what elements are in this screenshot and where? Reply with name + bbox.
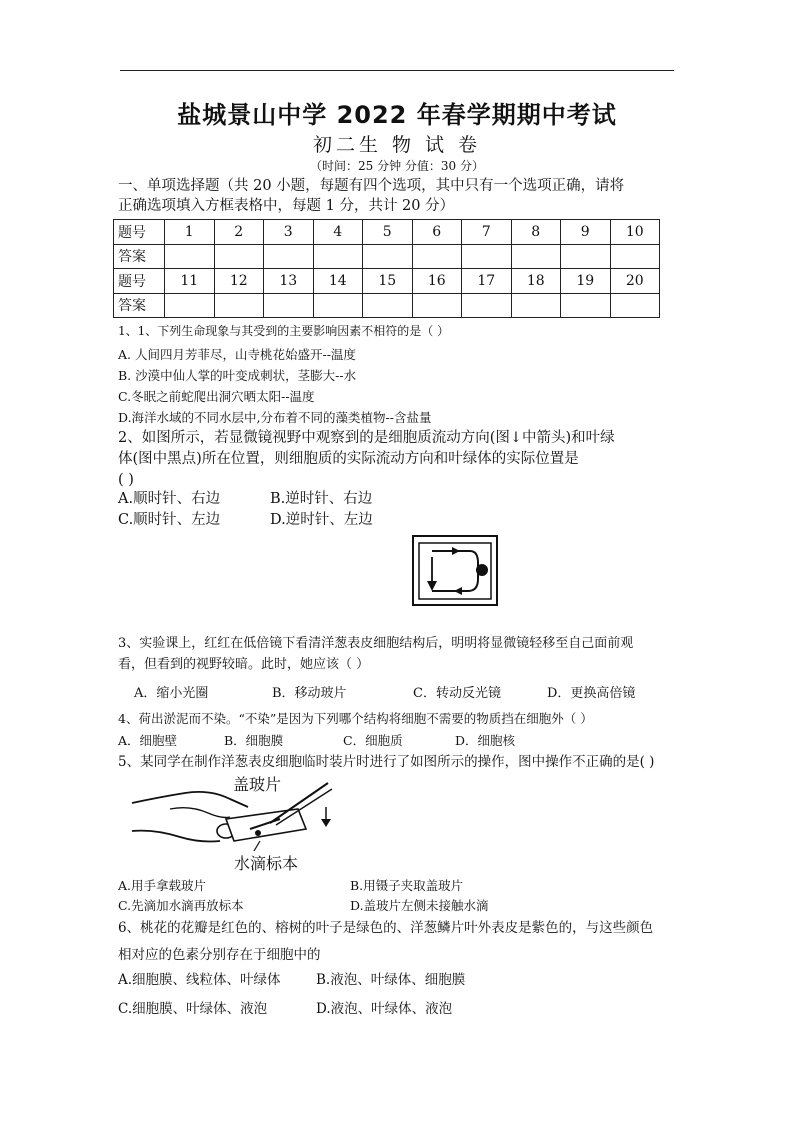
q1-stem: 1、1、下列生命现象与其受到的主要影响因素不相符的是（ ） (118, 324, 450, 338)
q3-option-c: C．转动反光镜 (413, 686, 501, 701)
question-number: 7 (462, 220, 512, 245)
q6-option-c: C.细胞膜、叶绿体、液泡 (118, 1001, 268, 1017)
q1-option-d: D.海洋水域的不同水层中,分布着不同的藻类植物--含盐量 (118, 410, 432, 425)
exam-subtitle: 初二生 物 试 卷 (312, 134, 482, 156)
answer-cell[interactable] (264, 293, 314, 318)
right-arrow-icon (452, 547, 460, 555)
q2-option-d: D.逆时针、左边 (270, 512, 373, 528)
q4-option-c: C．细胞质 (343, 733, 403, 748)
section-heading-line2: 正确选项填入方框表格中，每题 1 分，共计 20 分） (118, 198, 455, 214)
table-row (114, 293, 660, 318)
q2-option-b: B.逆时针、右边 (270, 491, 373, 507)
top-rule (120, 70, 674, 71)
chloroplast-dot (476, 564, 488, 576)
question-number: 14 (313, 269, 363, 294)
question-number: 4 (313, 220, 363, 245)
question-number: 8 (511, 220, 561, 245)
q3-stem-line2: 看，但看到的视野较暗。此时，她应该（ ） (118, 657, 370, 672)
q3-option-a: A．缩小光圈 (134, 686, 209, 701)
question-number: 2 (214, 220, 264, 245)
figure-label-water-drop: 水滴标本 (234, 854, 299, 873)
q5-option-c: C.先滴加水滴再放标本 (118, 898, 244, 913)
hand-upper-outline (132, 792, 248, 807)
row-label: 题号 (114, 220, 165, 245)
answer-cell[interactable] (412, 244, 462, 269)
table-row (114, 244, 660, 269)
answer-cell[interactable] (214, 293, 264, 318)
q6-option-d: D.液泡、叶绿体、液泡 (316, 1001, 453, 1017)
answer-cell[interactable] (264, 244, 314, 269)
question-number: 3 (264, 220, 314, 245)
q2-option-c: C.顺时针、左边 (118, 512, 221, 528)
row-label: 题号 (114, 269, 165, 294)
question-number: 16 (412, 269, 462, 294)
answer-cell[interactable] (610, 293, 660, 318)
question-number: 10 (610, 220, 660, 245)
question-number: 5 (363, 220, 413, 245)
left-arrow-icon (454, 587, 462, 595)
question-number: 11 (165, 269, 215, 294)
answer-cell[interactable] (511, 244, 561, 269)
q3-stem (118, 633, 690, 675)
question-number: 17 (462, 269, 512, 294)
hand-lower-outline (132, 831, 220, 842)
q1-option-c: C.冬眠之前蛇爬出洞穴晒太阳--温度 (118, 389, 315, 404)
question-number: 9 (561, 220, 611, 245)
q5-option-a: A.用手拿载玻片 (118, 878, 207, 893)
answer-cell[interactable] (412, 293, 462, 318)
figure-label-cover-glass: 盖玻片 (233, 775, 282, 794)
answer-cell[interactable] (165, 244, 215, 269)
q5-option-b: B.用镊子夹取盖玻片 (350, 878, 464, 893)
q2-option-a: A.顺时针、右边 (118, 491, 221, 507)
q6-stem (118, 915, 698, 969)
row-label: 答案 (114, 244, 165, 269)
q3-option-d: D．更换高倍镜 (547, 686, 636, 701)
question-number: 6 (412, 220, 462, 245)
q2-stem-line3: ( ) (118, 472, 134, 488)
q3-stem-line1: 3、实验课上，红红在低倍镜下看清洋葱表皮细胞结构后，明明将显微镜轻移至自己面前观 (118, 636, 634, 651)
label-pointer (254, 841, 260, 851)
q6-stem-line2: 相对应的色素分别存在于细胞中的 (118, 947, 321, 963)
q5-option-d: D.盖玻片左侧未接触水滴 (350, 898, 489, 913)
question-number: 15 (363, 269, 413, 294)
row-label: 答案 (114, 293, 165, 318)
answer-cell[interactable] (610, 244, 660, 269)
down-arrow-icon (321, 819, 331, 827)
answer-cell[interactable] (363, 293, 413, 318)
cell-flow-figure (410, 533, 500, 608)
q1-option-b: B. 沙漠中仙人掌的叶变成刺状，茎膨大--水 (118, 368, 357, 383)
section-heading-line1: 一、单项选择题（共 20 小题，每题有四个选项，其中只有一个选项正确，请将 (118, 178, 625, 194)
question-number: 19 (561, 269, 611, 294)
q6-stem-line1: 6、桃花的花瓣是红色的、榕树的叶子是绿色的、洋葱鳞片叶外表皮是紫色的，与这些颜色 (118, 920, 654, 936)
answer-cell[interactable] (511, 293, 561, 318)
time-info: （时间：25 分钟 分值：30 分） (310, 159, 484, 173)
q4-stem: 4、荷出淤泥而不染。“不染”是因为下列哪个结构将细胞不需要的物质挡在细胞外（ ） (118, 711, 593, 726)
q6-option-b: B.液泡、叶绿体、细胞膜 (316, 972, 466, 988)
q5-stem: 5、某同学在制作洋葱表皮细胞临时装片时进行了如图所示的操作，图中操作不正确的是( ) (118, 754, 655, 770)
down-arrow-icon (427, 581, 437, 591)
question-number: 20 (610, 269, 660, 294)
q2-stem (118, 428, 690, 491)
table-row (114, 269, 660, 294)
answer-cell[interactable] (462, 244, 512, 269)
question-number: 1 (165, 220, 215, 245)
q4-option-b: B．细胞膜 (224, 733, 284, 748)
table-row (114, 220, 660, 245)
question-number: 13 (264, 269, 314, 294)
answer-cell[interactable] (313, 244, 363, 269)
q4-option-a: A．细胞壁 (118, 733, 178, 748)
answer-cell[interactable] (462, 293, 512, 318)
q2-stem-line2: 体(图中黑点)所在位置，则细胞质的实际流动方向和叶绿体的实际位置是 (118, 451, 579, 467)
answer-cell[interactable] (313, 293, 363, 318)
answer-cell[interactable] (561, 244, 611, 269)
exam-title: 盐城景山中学 2022 年春学期期中考试 (177, 101, 617, 129)
answer-cell[interactable] (214, 244, 264, 269)
q1-option-a: A. 人间四月芳菲尽，山寺桃花始盛开--温度 (118, 347, 356, 362)
answer-cell[interactable] (561, 293, 611, 318)
cytoplasm-flow-path (432, 551, 478, 591)
finger-outline (170, 808, 230, 818)
answer-cell[interactable] (165, 293, 215, 318)
q6-option-a: A.细胞膜、线粒体、叶绿体 (118, 972, 281, 988)
q4-option-d: D．细胞核 (455, 733, 516, 748)
water-drop-icon (255, 830, 261, 836)
question-number: 12 (214, 269, 264, 294)
answer-cell[interactable] (363, 244, 413, 269)
section-heading (118, 176, 688, 216)
question-number: 18 (511, 269, 561, 294)
answer-table (113, 219, 660, 318)
q2-stem-line1: 2、如图所示，若显微镜视野中观察到的是细胞质流动方向(图↓中箭头)和叶绿 (118, 430, 615, 446)
q3-option-b: B．移动玻片 (272, 686, 347, 701)
